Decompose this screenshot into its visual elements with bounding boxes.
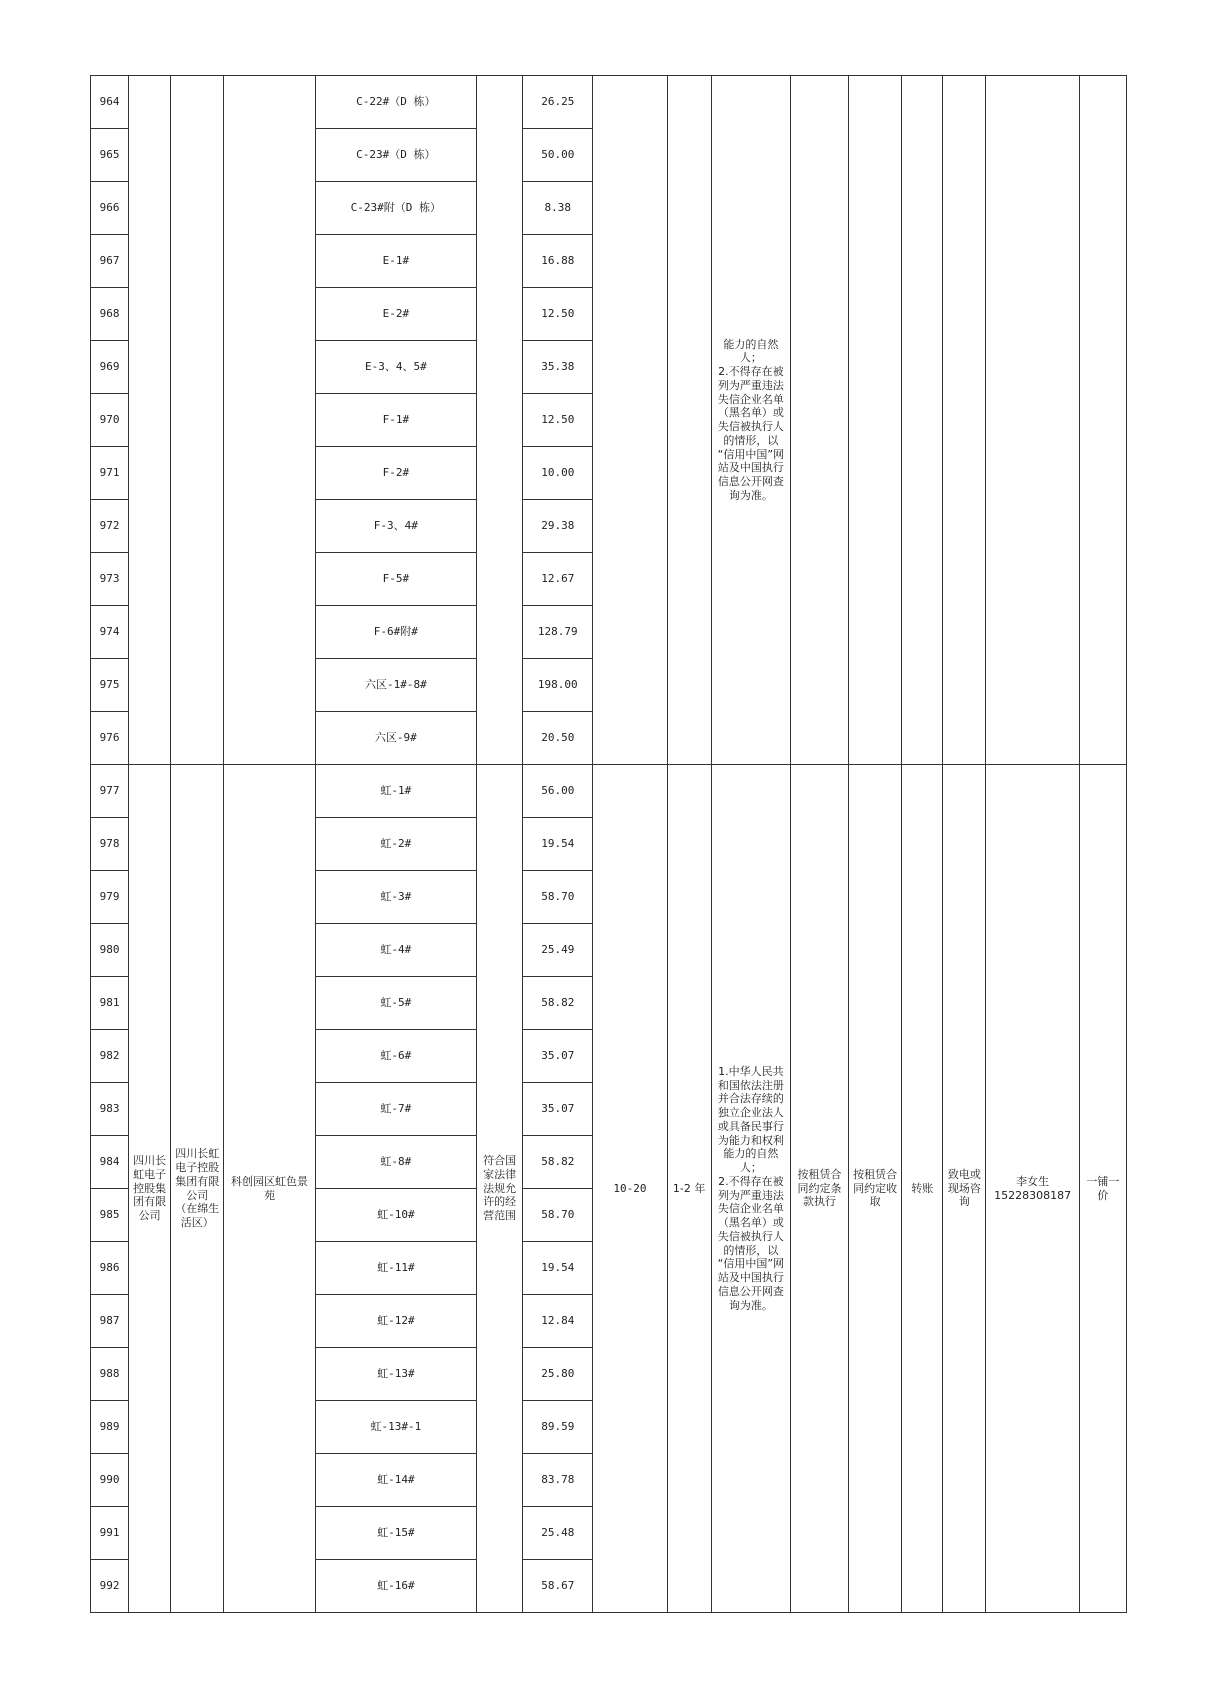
unit-number-cell: 虹-8# xyxy=(315,1136,476,1189)
area-cell: 35.07 xyxy=(523,1030,593,1083)
row-number-cell: 968 xyxy=(91,288,129,341)
unit-number-cell: 虹-13#-1 xyxy=(315,1401,476,1454)
area-cell: 19.54 xyxy=(523,1242,593,1295)
area-cell: 35.38 xyxy=(523,341,593,394)
deposit-cell xyxy=(849,76,902,765)
row-number-cell: 989 xyxy=(91,1401,129,1454)
unit-number-cell: F-5# xyxy=(315,553,476,606)
unit-number-cell: 虹-11# xyxy=(315,1242,476,1295)
unit-number-cell: 虹-2# xyxy=(315,818,476,871)
row-number-cell: 983 xyxy=(91,1083,129,1136)
lease-term-cell: 1-2 年 xyxy=(667,765,711,1613)
area-cell: 25.48 xyxy=(523,1507,593,1560)
unit-number-cell: F-2# xyxy=(315,447,476,500)
unit-number-cell: 虹-10# xyxy=(315,1189,476,1242)
area-cell: 25.80 xyxy=(523,1348,593,1401)
row-number-cell: 978 xyxy=(91,818,129,871)
unit-number-cell: E-2# xyxy=(315,288,476,341)
area-cell: 10.00 xyxy=(523,447,593,500)
area-cell: 89.59 xyxy=(523,1401,593,1454)
table-body xyxy=(91,76,1127,1613)
location-cell: 科创园区虹色景 苑 xyxy=(224,765,315,1613)
row-number-cell: 991 xyxy=(91,1507,129,1560)
area-cell: 8.38 xyxy=(523,182,593,235)
row-number-cell: 982 xyxy=(91,1030,129,1083)
requirement-cell: 能力的自然 人； 2.不得存在被 列为严重违法 失信企业名单 （黑名单）或 失信被执行人 的情形，以 “信用中国”网 站及中国执行 信息公开网查 询为准。 xyxy=(711,76,790,765)
pricing-cell: 一铺一 价 xyxy=(1079,765,1126,1613)
unit-number-cell: 六区-9# xyxy=(315,712,476,765)
row-number-cell: 981 xyxy=(91,977,129,1030)
area-cell: 58.82 xyxy=(523,977,593,1030)
unit-number-cell: 虹-5# xyxy=(315,977,476,1030)
contact-cell xyxy=(986,76,1079,765)
owner-cell xyxy=(129,76,171,765)
lease-term-cell xyxy=(667,76,711,765)
row-number-cell: 964 xyxy=(91,76,129,129)
row-number-cell: 988 xyxy=(91,1348,129,1401)
manager-cell xyxy=(171,76,224,765)
inquiry-cell: 致电或 现场咨 询 xyxy=(943,765,986,1613)
area-cell: 58.70 xyxy=(523,871,593,924)
area-cell: 20.50 xyxy=(523,712,593,765)
area-cell: 12.50 xyxy=(523,394,593,447)
owner-cell: 四川长 虹电子 控股集 团有限 公司 xyxy=(129,765,171,1613)
business-scope-cell: 符合国 家法律 法规允 许的经 营范围 xyxy=(477,765,523,1613)
area-cell: 50.00 xyxy=(523,129,593,182)
unit-number-cell: 虹-4# xyxy=(315,924,476,977)
unit-number-cell: 虹-7# xyxy=(315,1083,476,1136)
area-cell: 58.70 xyxy=(523,1189,593,1242)
unit-number-cell: 虹-14# xyxy=(315,1454,476,1507)
area-cell: 198.00 xyxy=(523,659,593,712)
area-cell: 35.07 xyxy=(523,1083,593,1136)
unit-number-cell: 虹-13# xyxy=(315,1348,476,1401)
area-cell: 83.78 xyxy=(523,1454,593,1507)
area-cell: 29.38 xyxy=(523,500,593,553)
area-cell: 12.84 xyxy=(523,1295,593,1348)
row-number-cell: 987 xyxy=(91,1295,129,1348)
unit-number-cell: F-3、4# xyxy=(315,500,476,553)
transfer-cell xyxy=(902,76,943,765)
unit-number-cell: 虹-16# xyxy=(315,1560,476,1613)
unit-number-cell: F-1# xyxy=(315,394,476,447)
row-number-cell: 974 xyxy=(91,606,129,659)
business-scope-cell xyxy=(477,76,523,765)
unit-number-cell: F-6#附# xyxy=(315,606,476,659)
row-number-cell: 976 xyxy=(91,712,129,765)
row-number-cell: 972 xyxy=(91,500,129,553)
area-cell: 25.49 xyxy=(523,924,593,977)
rent-price-cell: 10-20 xyxy=(593,765,667,1613)
unit-number-cell: C-22#（D 栋） xyxy=(315,76,476,129)
area-cell: 12.50 xyxy=(523,288,593,341)
deposit-cell: 按租赁合 同约定收 取 xyxy=(849,765,902,1613)
row-number-cell: 970 xyxy=(91,394,129,447)
manager-cell: 四川长虹 电子控股 集团有限 公司 （在绵生 活区） xyxy=(171,765,224,1613)
payment-method-cell xyxy=(790,76,848,765)
area-cell: 128.79 xyxy=(523,606,593,659)
pricing-cell xyxy=(1079,76,1126,765)
row-number-cell: 980 xyxy=(91,924,129,977)
row-number-cell: 969 xyxy=(91,341,129,394)
row-number-cell: 975 xyxy=(91,659,129,712)
row-number-cell: 966 xyxy=(91,182,129,235)
row-number-cell: 977 xyxy=(91,765,129,818)
area-cell: 12.67 xyxy=(523,553,593,606)
row-number-cell: 967 xyxy=(91,235,129,288)
row-number-cell: 965 xyxy=(91,129,129,182)
row-number-cell: 979 xyxy=(91,871,129,924)
area-cell: 26.25 xyxy=(523,76,593,129)
unit-number-cell: 虹-3# xyxy=(315,871,476,924)
row-number-cell: 973 xyxy=(91,553,129,606)
unit-number-cell: E-1# xyxy=(315,235,476,288)
inquiry-cell xyxy=(943,76,986,765)
unit-number-cell: 虹-12# xyxy=(315,1295,476,1348)
unit-number-cell: C-23#（D 栋） xyxy=(315,129,476,182)
contact-cell: 李女生 15228308187 xyxy=(986,765,1079,1613)
unit-number-cell: 虹-6# xyxy=(315,1030,476,1083)
row-number-cell: 985 xyxy=(91,1189,129,1242)
area-cell: 19.54 xyxy=(523,818,593,871)
row-number-cell: 992 xyxy=(91,1560,129,1613)
requirement-cell: 1.中华人民共 和国依法注册 并合法存续的 独立企业法人 或具备民事行 为能力和权利 能力的自然 人； 2.不得存在被 列为严重违法 失信企业名单 （黑名单）或 失信被执行人 的情形，以 “信用中国”网 站及中国执行 信息公开网查 询为准。 xyxy=(711,765,790,1613)
unit-number-cell: 六区-1#-8# xyxy=(315,659,476,712)
unit-number-cell: C-23#附（D 栋） xyxy=(315,182,476,235)
unit-number-cell: 虹-15# xyxy=(315,1507,476,1560)
transfer-cell: 转账 xyxy=(902,765,943,1613)
area-cell: 58.82 xyxy=(523,1136,593,1189)
location-cell xyxy=(224,76,315,765)
unit-number-cell: E-3、4、5# xyxy=(315,341,476,394)
payment-method-cell: 按租赁合 同约定条 款执行 xyxy=(790,765,848,1613)
area-cell: 58.67 xyxy=(523,1560,593,1613)
row-number-cell: 990 xyxy=(91,1454,129,1507)
area-cell: 16.88 xyxy=(523,235,593,288)
row-number-cell: 984 xyxy=(91,1136,129,1189)
unit-number-cell: 虹-1# xyxy=(315,765,476,818)
table-row xyxy=(91,765,1127,818)
row-number-cell: 986 xyxy=(91,1242,129,1295)
table-row xyxy=(91,76,1127,129)
rental-listing-table xyxy=(90,75,1127,1613)
rent-price-cell xyxy=(593,76,667,765)
row-number-cell: 971 xyxy=(91,447,129,500)
area-cell: 56.00 xyxy=(523,765,593,818)
